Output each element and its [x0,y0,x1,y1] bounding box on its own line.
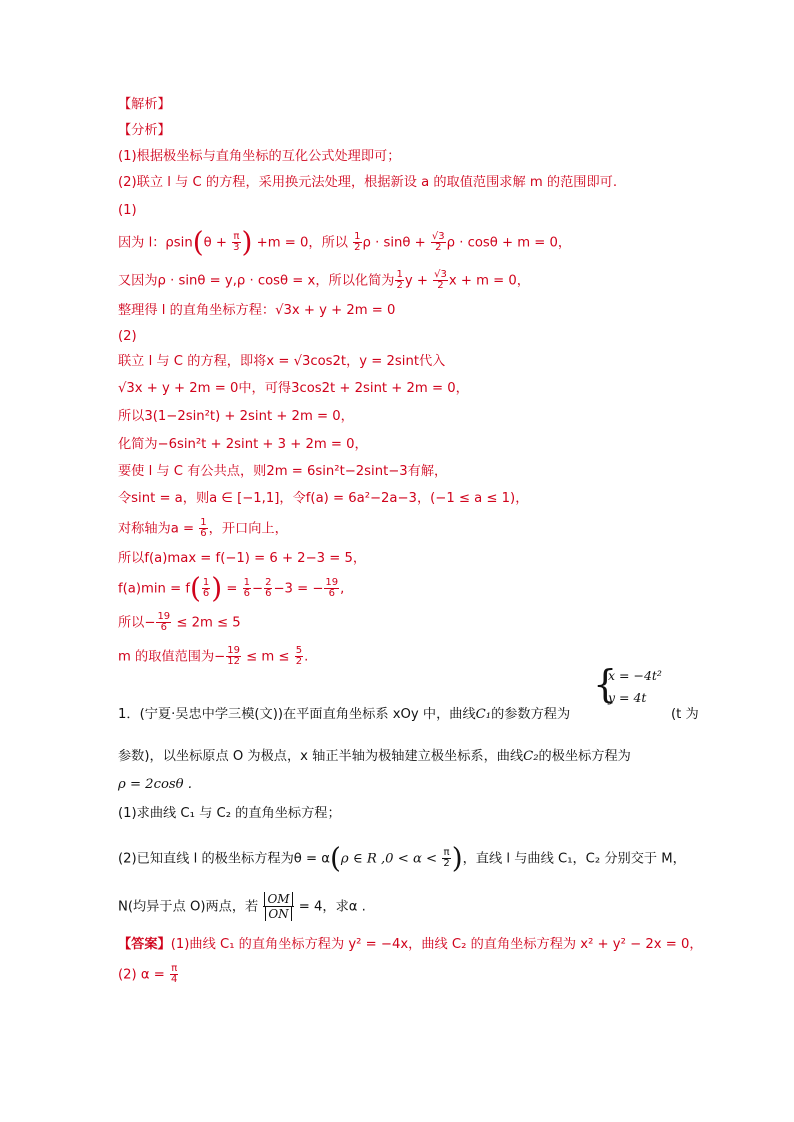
part-2-line-f: 令sint = a，则a ∈ [−1,1]，令f(a) = 6a²−2a−3，(−1 ≤ a ≤ 1)， [118,491,529,506]
fraction-om-on [263,892,293,921]
curve-c2: C₂ [523,749,539,764]
frac-num: 2 [265,577,272,588]
frac-num: 19 [227,645,240,656]
part-2-line-i-pre: f(a)min = f [118,581,190,597]
part-1-line-b [118,270,530,291]
part-1-line-b-pre: 又因为ρ · sinθ = y,ρ · cosθ = x，所以化简为 [118,273,395,289]
frac-den: 3 [233,242,240,253]
part-2-line-j-pre: 所以− [118,615,156,631]
part-2-line-c: 所以3(1−2sin²t) + 2sint + 2m = 0， [118,409,354,424]
part-2-label: (2) [118,329,137,344]
frac-den: 6 [160,622,167,633]
question-2-post: ，直线 l 与曲线 C₁，C₂ 分别交于 M， [462,851,686,867]
frac-den: 6 [328,588,335,599]
analysis-subheader: 【分析】 [118,123,171,138]
question-2-line-2-pre: N(均异于点 O)两点，若 [118,899,259,915]
fraction-one-half [395,270,403,291]
problem-line-1 [118,706,570,724]
answer-line-1-text: (1)曲线 C₁ 的直角坐标方程为 y² = −4x，曲线 C₂ 的直角坐标方程为 x² + y² − 2x = 0， [170,937,703,952]
frac-num: 1 [202,577,210,588]
fraction-pi-over-4 [170,964,178,985]
problem-params-text: 的参数方程为 [491,707,571,722]
frac-den: 2 [443,858,450,869]
part-1-label: (1) [118,203,137,218]
abs-om: OM [264,892,292,906]
question-2-line-2-post: = 4，求α . [298,899,366,915]
frac-den: 2 [437,280,444,291]
part-2-line-g-post: ，开口向上， [208,521,288,537]
frac-den: 6 [202,588,210,599]
left-paren: ( [189,571,201,605]
problem-t-note: (t 为 [671,707,699,722]
frac-num: 1 [396,269,403,280]
param-eq-x: x = −4t² [608,668,662,683]
frac-den: 2 [435,242,442,253]
problem-line-2-text: 参数)，以坐标原点 O 为极点，x 轴正半轴为极轴建立极坐标系，曲线 [118,749,524,764]
right-paren: ) [451,841,463,875]
frac-num: 1 [354,231,361,242]
frac-num: π [171,963,178,974]
question-1: (1)求曲线 C₁ 与 C₂ 的直角坐标方程； [118,806,341,821]
part-1-line-a-end: ρ · cosθ + m = 0， [446,235,572,251]
frac-den: 6 [200,528,207,539]
fraction-one-half [353,232,361,253]
frac-num: π [443,847,450,858]
fraction-sqrt3-over-2 [431,232,446,253]
fraction-nineteen-sixth [156,612,171,633]
analysis-header: 【解析】 [118,97,171,112]
fraction-nineteen-twelfth [226,646,241,667]
frac-num: π [233,231,240,242]
part-2-line-j [118,612,241,633]
question-2-line-2 [118,892,366,921]
part-1-line-b-mid: y + [404,273,428,289]
answer-line-2 [118,964,179,985]
part-2-line-d: 化简为−6sin²t + 2sint + 3 + 2m = 0， [118,437,368,452]
frac-num: √3 [431,231,445,242]
part-1-line-b-end: x + m = 0， [448,273,530,289]
part-2-line-b: √3x + y + 2m = 0中，可得3cos2t + 2sint + 2m = 0， [118,381,469,396]
fraction-one-sixth [202,578,210,599]
curve-c1: C₁ [475,707,492,722]
problem-line-3: ρ = 2cosθ . [118,777,192,792]
part-2-line-g [118,518,288,539]
analysis-line-1: (1)根据极坐标与直角坐标的互化公式处理即可； [118,149,401,164]
part-2-line-k-mid: ≤ m ≤ [246,649,290,665]
frac-num: 1 [243,577,251,588]
right-paren: ) [211,571,223,605]
frac-den: 6 [243,588,251,599]
answer-line-2-pre: (2) α = [118,967,165,983]
answer-line-1 [118,936,703,954]
frac-den: 4 [171,974,178,985]
part-1-line-a-text: 因为 l：ρsin [118,235,193,251]
part-2-line-i-post: −3 = − [273,581,324,597]
frac-den [263,907,293,921]
analysis-line-2: (2)联立 l 与 C 的方程，采用换元法处理，根据新设 a 的取值范围求解 m 的范围即可. [118,175,618,190]
fraction-one-sixth [199,518,207,539]
frac-den: 2 [396,280,403,291]
frac-num: √3 [434,269,447,280]
left-paren: ( [329,841,341,875]
frac-num [263,892,293,907]
fraction-one-sixth-b [243,578,251,599]
fraction-five-half [295,646,303,667]
frac-den: 12 [227,656,240,667]
part-1-line-a-post: ρ · sinθ + [362,235,426,251]
part-2-line-g-pre: 对称轴为a = [118,521,195,537]
part-2-line-h: 所以f(a)max = f(−1) = 6 + 2−3 = 5， [118,551,367,566]
part-1-line-a-mid: +m = 0，所以 [256,235,348,251]
frac-num: 5 [295,645,303,656]
frac-den: 2 [354,242,361,253]
answer-tag: 【答案】 [118,937,171,952]
fraction-pi-over-2 [442,848,450,869]
frac-num: 19 [325,577,339,588]
frac-den: 6 [265,588,272,599]
question-2 [118,841,686,875]
fraction-two-sixth [264,578,272,599]
fraction-pi-over-3 [232,232,240,253]
abs-on: ON [265,907,291,921]
problem-line-2-end: 的极坐标方程为 [538,749,631,764]
frac-num: 19 [157,611,171,622]
part-2-line-i: f(a)min = f( $\frac{1}{6}$ ) = $\frac{1}{6}$ − $\frac{2}{6}$ −3 = − $\frac{19}{6}$ , [118,571,345,605]
part-2-line-j-post: ≤ 2m ≤ 5 [176,615,241,631]
frac-den: 2 [295,656,303,667]
part-1-line-a: 因为 l：ρsin(θ + $\frac{\pi}{3}$ ) +m = 0，所以 $\frac{1}{2}$ ρ · sinθ + $\frac{√3}{2}$ ρ · cosθ + m = 0， [118,225,572,259]
param-eq-y: y = 4t [608,690,647,705]
problem-source: 1．(宁夏·吴忠中学三模(文))在平面直角坐标系 xOy 中，曲线 [118,707,476,722]
part-2-line-e: 要使 l 与 C 有公共点，则2m = 6sin²t−2sint−3有解， [118,464,448,479]
fraction-nineteen-sixth [324,578,339,599]
fraction-sqrt3-over-2 [433,270,448,291]
question-2-range: ρ ∈ R ,0 < α < [340,851,438,867]
part-2-line-k [118,646,308,667]
part-2-line-a: 联立 l 与 C 的方程，即将x = √3cos2t，y = 2sint代入 [118,354,446,369]
part-1-line-c: 整理得 l 的直角坐标方程：√3x + y + 2m = 0 [118,303,396,318]
left-paren: ( [192,225,204,259]
question-2-pre: (2)已知直线 l 的极坐标方程为θ = α [118,851,330,867]
frac-num: 1 [200,517,207,528]
problem-line-2 [118,748,631,766]
part-2-line-k-pre: m 的取值范围为− [118,649,226,665]
system-brace: { [593,662,618,706]
right-paren: ) [241,225,253,259]
part-2-line-k-end: . [304,649,309,665]
